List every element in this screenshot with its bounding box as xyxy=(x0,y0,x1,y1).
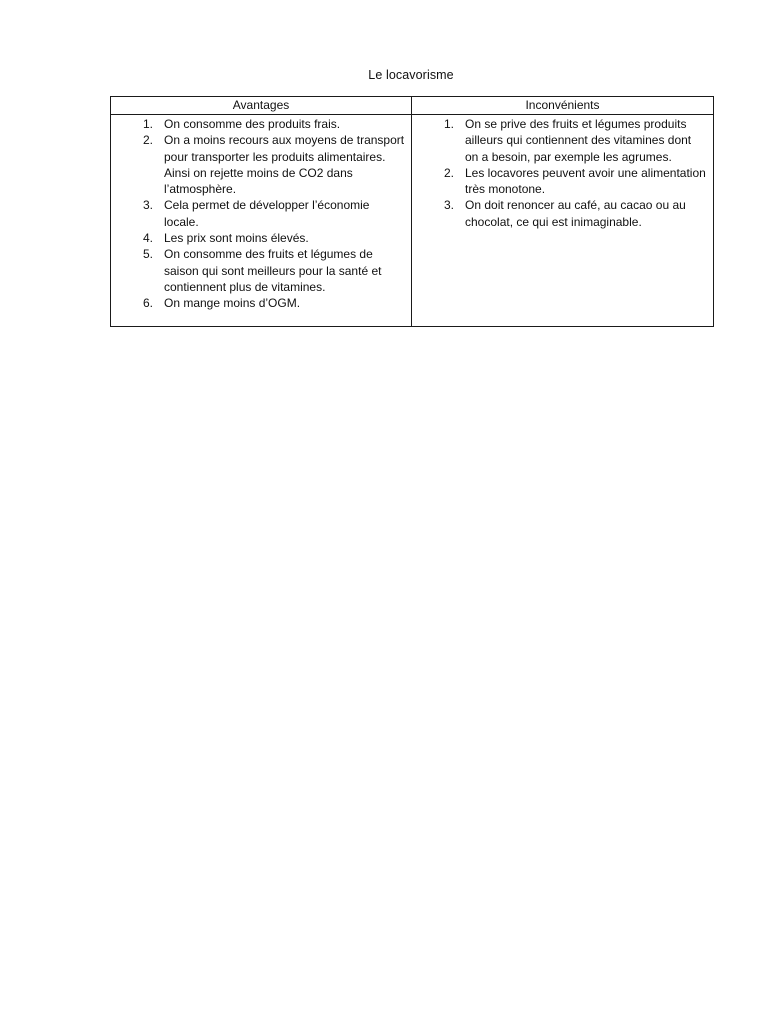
item-number: 1. xyxy=(142,117,153,131)
disadvantages-list xyxy=(412,115,713,230)
advantage-item xyxy=(111,197,405,230)
item-text: On a moins recours aux moyens de transport pour transporter les produits alimentaires. Ainsi on rejette moins de CO2 dans l’atmosphère. xyxy=(164,133,405,197)
item-number: 4. xyxy=(142,231,153,246)
item-number: 5. xyxy=(142,247,153,262)
item-text: Les prix sont moins élevés. xyxy=(164,231,309,246)
item-text: On mange moins d’OGM. xyxy=(164,296,301,311)
item-text: On consomme des produits frais. xyxy=(164,117,341,131)
advantage-item xyxy=(111,116,405,132)
disadvantages-column xyxy=(412,97,713,326)
item-number: 6. xyxy=(142,296,153,311)
disadvantage-item xyxy=(412,116,707,165)
item-number: 3. xyxy=(443,198,454,213)
advantages-column xyxy=(111,97,412,326)
advantage-item xyxy=(111,246,405,295)
item-number: 1. xyxy=(443,117,454,131)
advantage-item xyxy=(111,132,405,197)
comparison-table xyxy=(110,96,714,327)
item-text: On consomme des fruits et légumes de saison qui sont meilleurs pour la santé et contiennent plus de vitamines. xyxy=(164,247,382,294)
disadvantages-header: Inconvénients xyxy=(412,97,713,115)
item-number: 3. xyxy=(142,198,153,213)
advantages-list xyxy=(111,115,411,312)
item-text: Les locavores peuvent avoir une alimentation très monotone. xyxy=(465,165,706,197)
advantage-item xyxy=(111,230,405,246)
disadvantage-item xyxy=(412,165,707,198)
item-text: On se prive des fruits et légumes produits ailleurs qui contiennent des vitamines dont on a besoin, par exemple les agrumes. xyxy=(465,117,692,164)
advantage-item xyxy=(111,295,405,311)
advantages-header: Avantages xyxy=(111,97,411,115)
document-title: Le locavorisme xyxy=(368,68,454,82)
item-text: On doit renoncer au café, au cacao ou au chocolat, ce qui est inimaginable. xyxy=(465,198,686,229)
item-number: 2. xyxy=(443,165,454,180)
item-number: 2. xyxy=(142,133,153,148)
item-text: Cela permet de développer l’économie locale. xyxy=(164,198,370,229)
disadvantage-item xyxy=(412,197,707,230)
